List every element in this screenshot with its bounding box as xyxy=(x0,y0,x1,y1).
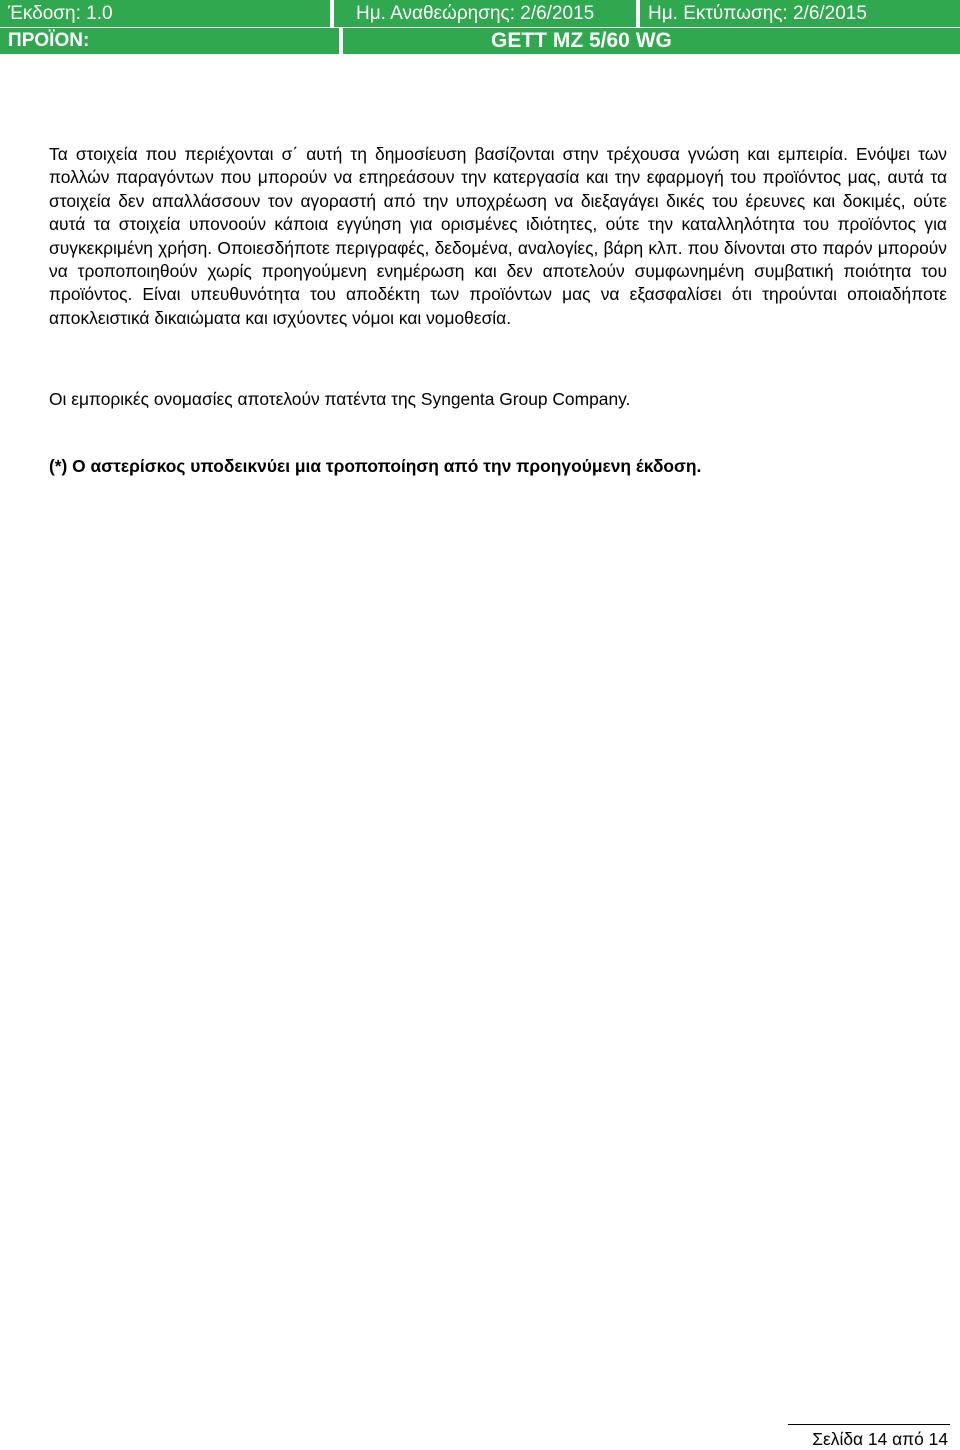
disclaimer-paragraph: Τα στοιχεία που περιέχονται σ΄ αυτή τη δημοσίευση βασίζονται στην τρέχουσα γνώση και εμπειρία. Ενόψει των πολλών παραγόντων που μπορούν να επηρεάσουν την κατεργασία και την εφαρμογή του προϊόντος μας, αυτά τα στοιχεία δεν απαλλάσσουν τον αγοραστή από την υποχρέωση να διεξαγάγει δικές του έρευνες και δοκιμές, ούτε αυτά τα στοιχεία υπονοούν κάποια εγγύηση για ορισμένες ιδιότητες, ούτε την καταλληλότητα του προϊόντος για συγκεκριμένη χρήση. Οποιεσδήποτε περιγραφές, δεδομένα, αναλογίες, βάρη κλπ. που δίνονται στο παρόν μπορούν να τροποποιηθούν χωρίς προηγούμενη ενημέρωση και δεν αποτελούν συμφωνημένη συμβατική ποιότητα του προϊόντος. Είναι υπευθυνότητα του αποδέκτη των προϊόντων μας να εξασφαλίσει ότι τηρούνται οποιαδήποτε αποκλειστικά δικαιώματα και ισχύοντες νόμοι και νομοθεσία. xyxy=(49,144,947,328)
header-product-row xyxy=(0,28,960,54)
product-label: ΠΡΟΪΟΝ: xyxy=(0,28,339,54)
product-name: GETT MZ 5/60 WG xyxy=(343,28,960,54)
header-info-row xyxy=(0,0,960,27)
footer-divider xyxy=(788,1424,950,1425)
asterisk-note: (*) Ο αστερίσκος υποδεικνύει μια τροποποίηση από την προηγούμενη έκδοση. xyxy=(49,456,702,476)
version-label: Έκδοση: 1.0 xyxy=(0,0,330,27)
trademark-notice: Οι εμπορικές ονομασίες αποτελούν πατέντα της Syngenta Group Company. xyxy=(49,389,631,409)
print-date-label: Ημ. Εκτύπωσης: 2/6/2015 xyxy=(640,0,960,27)
page-number: Σελίδα 14 από 14 xyxy=(812,1429,948,1449)
revision-date-label: Ημ. Αναθεώρησης: 2/6/2015 xyxy=(334,0,636,27)
